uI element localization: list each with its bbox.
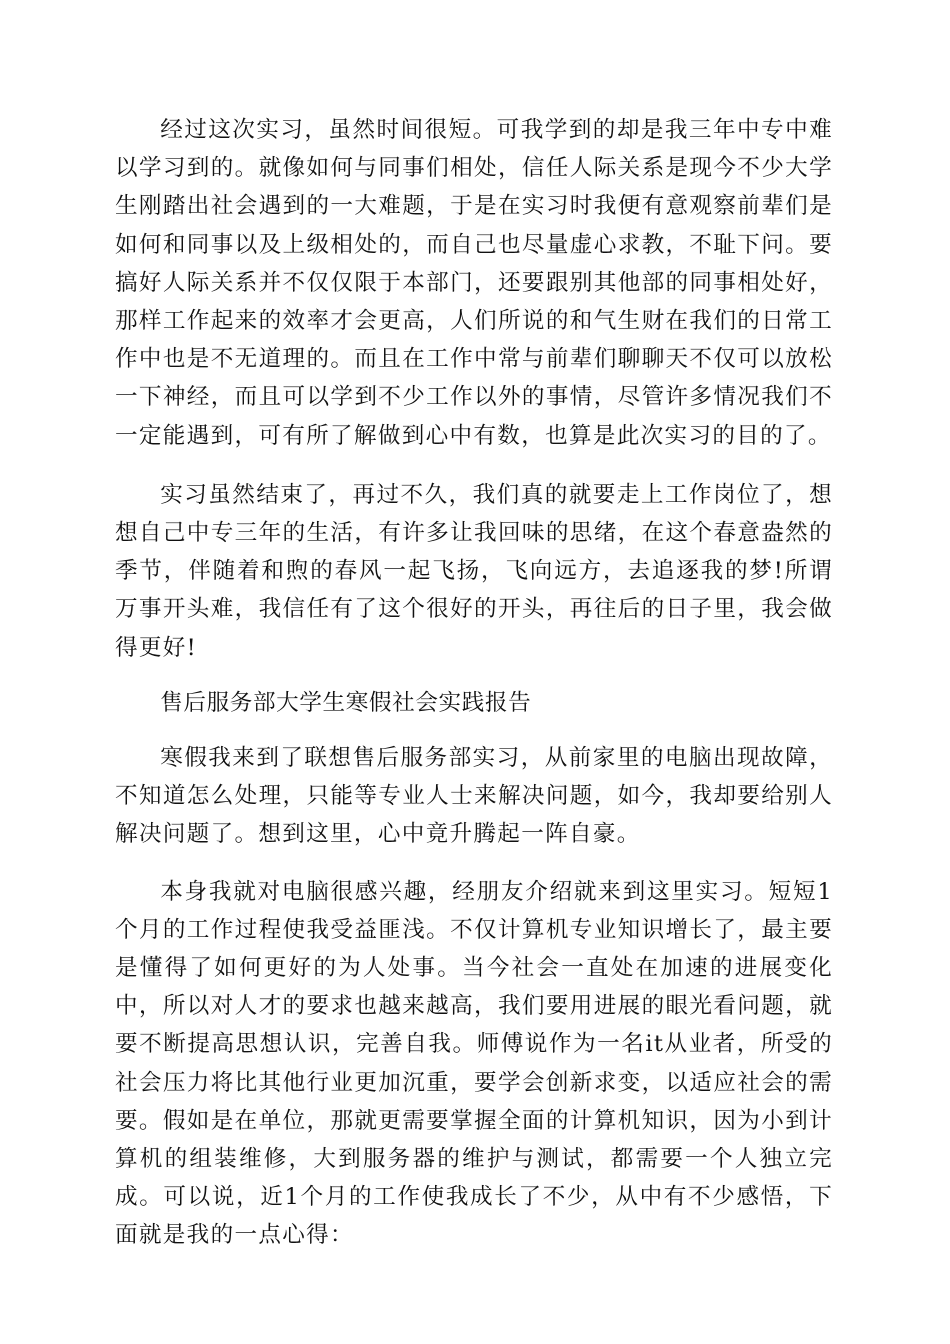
document-body	[115, 111, 833, 1271]
paragraph-work-experience: 本身我就对电脑很感兴趣，经朋友介绍就来到这里实习。短短1个月的工作过程使我受益匪浅。不仅计算机专业知识增长了，最主要是懂得了如何更好的为人处事。当今社会一直处在加速的进展变化中，所以对人才的要求也越来越高，我们要用进展的眼光看问题，就要不断提高思想认识，完善自我。师傅说作为一名it从业者，所受的社会压力将比其他行业更加沉重，要学会创新求变，以适应社会的需要。假如是在单位，那就更需要掌握全面的计算机知识，因为小到计算机的组装维修，大到服务器的维护与测试，都需要一个人独立完成。可以说，近1个月的工作使我成长了不少，从中有不少感悟，下面就是我的一点心得：	[115, 878, 833, 1249]
paragraph-internship-conclusion: 实习虽然结束了，再过不久，我们真的就要走上工作岗位了，想想自己中专三年的生活，有许多让我回味的思绪，在这个春意盎然的季节，伴随着和煦的春风一起飞扬，飞向远方，去追逐我的梦!所谓万事开头难，我信任有了这个很好的开头，再往后的日子里，我会做得更好!	[115, 481, 833, 661]
paragraph-internship-reflection: 经过这次实习，虽然时间很短。可我学到的却是我三年中专中难以学习到的。就像如何与同事们相处，信任人际关系是现今不少大学生刚踏出社会遇到的一大难题，于是在实习时我便有意观察前辈们是如何和同事以及上级相处的，而自己也尽量虚心求教，不耻下问。要搞好人际关系并不仅仅限于本部门，还要跟别其他部的同事相处好，那样工作起来的效率才会更高，人们所说的和气生财在我们的日常工作中也是不无道理的。而且在工作中常与前辈们聊聊天不仅可以放松一下神经，而且可以学到不少工作以外的事情，尽管许多情况我们不一定能遇到，可有所了解做到心中有数，也算是此次实习的目的了。	[115, 117, 833, 449]
report-title: 售后服务部大学生寒假社会实践报告	[160, 689, 532, 716]
paragraph-winter-internship: 寒假我来到了联想售后服务部实习，从前家里的电脑出现故障，不知道怎么处理，只能等专业人士来解决问题，如今，我却要给别人解决问题了。想到这里，心中竟升腾起一阵自豪。	[115, 745, 833, 848]
